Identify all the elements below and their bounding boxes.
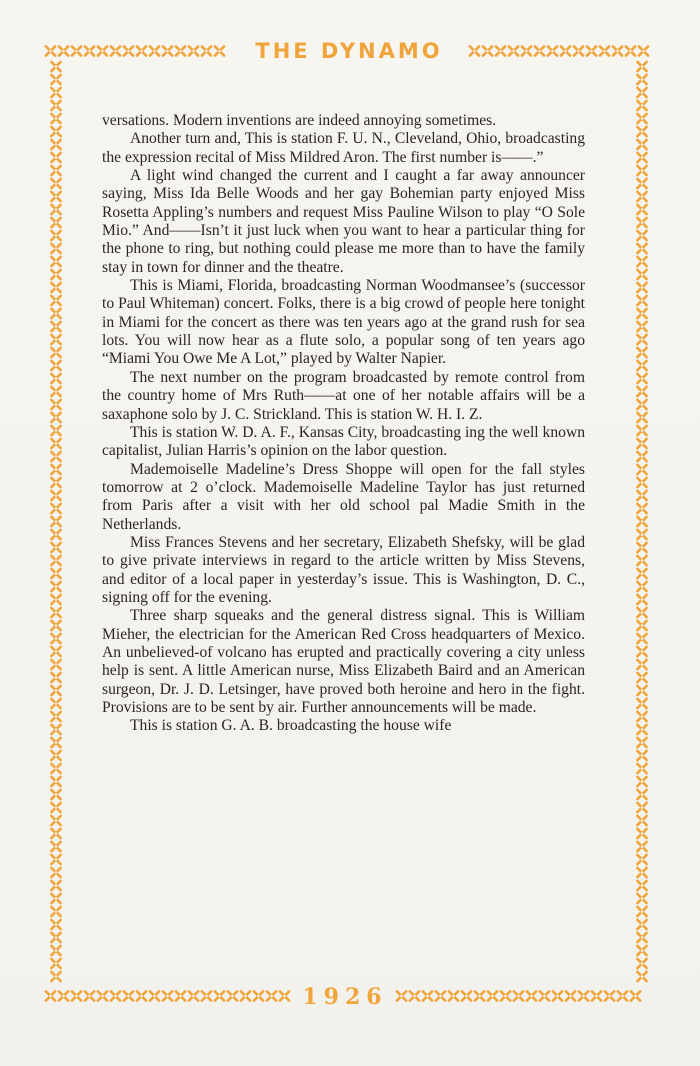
ornament-pattern [630,60,654,990]
ornament-mark [637,426,646,435]
ornament-mark [637,114,646,123]
ornament-mark [51,907,60,916]
ornament-mark [51,387,60,396]
ornament-mark [51,452,60,461]
ornament-mark [51,192,60,201]
ornament-mark [51,439,60,448]
paragraph: This is station W. D. A. F., Kansas City, broadcasting ing the well known capitalist, Julian Harris’s opinion on the labor question. [102,423,585,460]
ornament-mark [51,634,60,643]
ornament-mark [637,764,646,773]
paragraph: This is station G. A. B. broadcasting the house wife [130,717,452,735]
ornament-pattern [44,40,230,62]
ornament-mark [470,46,479,55]
ornament-mark [522,46,531,55]
ornament-mark [637,62,646,71]
ornament-mark [51,517,60,526]
ornament-mark [51,283,60,292]
ornament-mark [637,686,646,695]
ornament-mark [51,218,60,227]
ornament-border-right [630,60,654,990]
ornament-mark [423,991,432,1000]
ornament-mark [637,322,646,331]
ornament-mark [637,829,646,838]
ornament-mark [637,192,646,201]
ornament-mark [98,46,107,55]
ornament-mark [637,725,646,734]
ornament-mark [176,46,185,55]
ornament-mark [410,991,419,1000]
ornament-mark [202,46,211,55]
ornament-mark [241,991,250,1000]
ornament-mark [637,556,646,565]
ornament-mark [637,270,646,279]
ornament-mark [46,46,55,55]
ornament-mark [51,75,60,84]
ornament-mark [51,335,60,344]
ornament-mark [124,991,133,1000]
ornament-mark [613,46,622,55]
ornament-mark [637,582,646,591]
ornament-mark [202,991,211,1000]
ornament-pattern [44,60,68,990]
ornament-mark [51,309,60,318]
ornament-mark [501,991,510,1000]
ornament-mark [637,608,646,617]
ornament-mark [51,114,60,123]
ornament-mark [637,946,646,955]
ornament-mark [637,517,646,526]
ornament-mark [51,504,60,513]
ornament-mark [51,101,60,110]
ornament-mark [51,842,60,851]
ornament-mark [637,894,646,903]
ornament-mark [51,790,60,799]
ornament-mark [150,46,159,55]
ornament-mark [637,777,646,786]
ornament-mark [637,127,646,136]
ornament-mark [637,790,646,799]
ornament-mark [637,855,646,864]
ornament-mark [397,991,406,1000]
ornament-mark [637,166,646,175]
running-head-title: THE DYNAMO [255,39,443,63]
ornament-mark [605,991,614,1000]
ornament-mark [637,153,646,162]
ornament-mark [639,46,648,55]
ornament-mark [163,46,172,55]
ornament-mark [51,478,60,487]
ornament-mark [592,991,601,1000]
ornament-mark [587,46,596,55]
ornament-mark [51,465,60,474]
ornament-mark [72,991,81,1000]
ornament-mark [51,413,60,422]
ornament-mark [51,426,60,435]
ornament-mark [637,439,646,448]
ornament-mark [51,322,60,331]
ornament-mark [535,46,544,55]
ornament-mark [51,595,60,604]
ornament-mark [51,88,60,97]
paragraph: Mademoiselle Madeline’s Dress Shoppe will open for the fall styles tomorrow at 2 o’clock. Mademoiselle Madeline Taylor has just returned from Paris after a visit with her old school pal Madie Smith in the Netherlands. [102,460,585,533]
ornament-mark [189,991,198,1000]
ornament-mark [475,991,484,1000]
ornament-mark [637,881,646,890]
ornament-mark [637,699,646,708]
ornament-mark [280,991,289,1000]
ornament-mark [176,991,185,1000]
ornament-mark [51,270,60,279]
ornament-mark [51,179,60,188]
ornament-mark [163,991,172,1000]
ornament-mark [574,46,583,55]
ornament-mark [637,465,646,474]
ornament-mark [51,62,60,71]
ornament-mark [51,855,60,864]
ornament-mark [637,738,646,747]
ornament-mark [111,991,120,1000]
ornament-mark [51,816,60,825]
ornament-mark [626,46,635,55]
ornament-mark [51,959,60,968]
ornament-mark [51,166,60,175]
ornament-mark [51,582,60,591]
ornament-mark [618,991,627,1000]
ornament-border-top-left [44,40,230,62]
ornament-mark [637,413,646,422]
ornament-mark [215,46,224,55]
ornament-mark [637,374,646,383]
ornament-mark [637,868,646,877]
ornament-mark [637,140,646,149]
ornament-mark [553,991,562,1000]
ornament-mark [189,46,198,55]
ornament-mark [98,991,107,1000]
ornament-mark [51,231,60,240]
paragraph: Three sharp squeaks and the general distress signal. This is William Mieher, the electrician for the American Red Cross headquarters of Mexico. An unbelieved-of volcano has erupted and practically covering a city unless help is sent. A little American nurse, Miss Elizabeth Baird and an American surgeon, Dr. J. D. Letsinger, have proved both heroine and hero in the fight. Provisions are to be sent by air. Further announcements will be made. [102,607,585,716]
ornament-mark [51,738,60,747]
ornament-mark [254,991,263,1000]
ornament-mark [637,361,646,370]
ornament-mark [51,400,60,409]
paragraph: A light wind changed the current and I caught a far away announcer saying, Miss Ida Belle Woods and her gay Bohemian party enjoyed Miss Rosetta Appling’s numbers and request Miss Pauline Wilson to play “O Sole Mio.” And——Isn’t it just luck when you want to hear a particular thing for the phone to ring, but nothing could please me more than to have the family stay in town for dinner and the theatre. [102,167,585,276]
ornament-mark [51,205,60,214]
ornament-mark [436,991,445,1000]
ornament-mark [51,257,60,266]
ornament-mark [496,46,505,55]
ornament-mark [72,46,81,55]
ornament-mark [51,686,60,695]
ornament-mark [637,452,646,461]
ornament-mark [46,991,55,1000]
ornament-pattern [468,40,654,62]
ornament-mark [51,244,60,253]
ornament-mark [51,881,60,890]
ornament-mark [637,673,646,682]
ornament-mark [637,816,646,825]
ornament-mark [85,991,94,1000]
ornament-mark [637,920,646,929]
ornament-pattern [395,985,654,1007]
ornament-mark [637,842,646,851]
ornament-mark [637,218,646,227]
ornament-border-left [44,60,68,990]
ornament-mark [483,46,492,55]
ornament-mark [51,491,60,500]
paragraph: Another turn and, This is station F. U. N., Cleveland, Ohio, broadcasting the expression recital of Miss Mildred Aron. The first number is——.” [102,130,585,166]
ornament-mark [51,868,60,877]
ornament-mark [637,296,646,305]
ornament-mark [51,946,60,955]
ornament-mark [600,46,609,55]
ornament-mark [637,101,646,110]
ornament-mark [637,621,646,630]
ornament-mark [637,478,646,487]
ornament-mark [51,374,60,383]
ornament-mark [637,231,646,240]
ornament-mark [51,361,60,370]
ornament-mark [566,991,575,1000]
ornament-mark [137,991,146,1000]
ornament-mark [462,991,471,1000]
ornament-mark [124,46,133,55]
running-foot-year: 1926 [302,984,388,1010]
ornament-border-bottom-right [395,985,654,1007]
ornament-mark [514,991,523,1000]
ornament-mark [637,309,646,318]
ornament-mark [637,569,646,578]
ornament-mark [637,179,646,188]
ornament-mark [637,335,646,344]
ornament-mark [51,972,60,981]
ornament-mark [637,595,646,604]
ornament-mark [228,991,237,1000]
article-body [102,112,585,736]
ornament-mark [637,972,646,981]
ornament-mark [137,46,146,55]
ornament-mark [637,205,646,214]
ornament-mark [637,244,646,253]
ornament-mark [51,556,60,565]
ornament-mark [548,46,557,55]
ornament-mark [637,907,646,916]
ornament-mark [540,991,549,1000]
ornament-mark [51,933,60,942]
ornament-mark [637,400,646,409]
ornament-mark [631,991,640,1000]
ornament-mark [561,46,570,55]
ornament-mark [51,699,60,708]
ornament-mark [51,296,60,305]
paragraph: This is Miami, Florida, broadcasting Norman Woodmansee’s (successor to Paul Whiteman) concert. Folks, there is a big crowd of people here tonight in Miami for the concert as there was ten years ago at the grand rush for sea lots. You will now hear as a flute solo, a popular song of ten years ago “Miami You Owe Me A Lot,” played by Walter Napier. [102,277,585,368]
ornament-mark [527,991,536,1000]
ornament-mark [150,991,159,1000]
ornament-mark [637,387,646,396]
ornament-mark [579,991,588,1000]
ornament-mark [51,127,60,136]
ornament-mark [51,777,60,786]
ornament-mark [51,608,60,617]
ornament-mark [59,991,68,1000]
paragraph: The next number on the program broadcasted by remote control from the country home of Mrs Ruth——at one of her notable affairs will be a saxaphone solo by J. C. Strickland. This is station W. H. I. Z. [102,368,585,423]
ornament-mark [637,75,646,84]
ornament-mark [51,660,60,669]
ornament-mark [637,491,646,500]
ornament-mark [51,647,60,656]
ornament-mark [51,543,60,552]
ornament-mark [449,991,458,1000]
ornament-border-bottom-left [44,985,295,1007]
ornament-mark [637,543,646,552]
ornament-mark [637,803,646,812]
ornament-mark [51,621,60,630]
ornament-mark [51,751,60,760]
ornament-mark [637,647,646,656]
ornament-mark [51,764,60,773]
ornament-mark [637,660,646,669]
ornament-mark [85,46,94,55]
ornament-mark [51,673,60,682]
ornament-pattern [44,985,295,1007]
ornament-mark [51,920,60,929]
paragraph: Miss Frances Stevens and her secretary, Elizabeth Shefsky, will be glad to give private interviews in regard to the article written by Miss Stevens, and editor of a local paper in yesterday’s issue. This is Washington, D. C., signing off for the evening. [102,533,585,606]
ornament-mark [51,725,60,734]
ornament-mark [637,88,646,97]
ornament-mark [637,634,646,643]
ornament-mark [59,46,68,55]
ornament-mark [637,283,646,292]
ornament-mark [51,530,60,539]
ornament-mark [215,991,224,1000]
ornament-mark [51,153,60,162]
ornament-mark [637,348,646,357]
ornament-mark [637,257,646,266]
ornament-mark [637,933,646,942]
ornament-mark [51,712,60,721]
ornament-mark [637,751,646,760]
ornament-mark [51,348,60,357]
ornament-mark [111,46,120,55]
ornament-mark [51,829,60,838]
ornament-mark [637,959,646,968]
ornament-mark [509,46,518,55]
ornament-border-top-right [468,40,654,62]
ornament-mark [637,712,646,721]
ornament-mark [51,140,60,149]
paragraph: versations. Modern inventions are indeed annoying sometimes. [102,112,497,129]
ornament-mark [51,569,60,578]
ornament-mark [267,991,276,1000]
ornament-mark [637,504,646,513]
ornament-mark [488,991,497,1000]
ornament-mark [51,803,60,812]
ornament-mark [51,894,60,903]
ornament-mark [637,530,646,539]
